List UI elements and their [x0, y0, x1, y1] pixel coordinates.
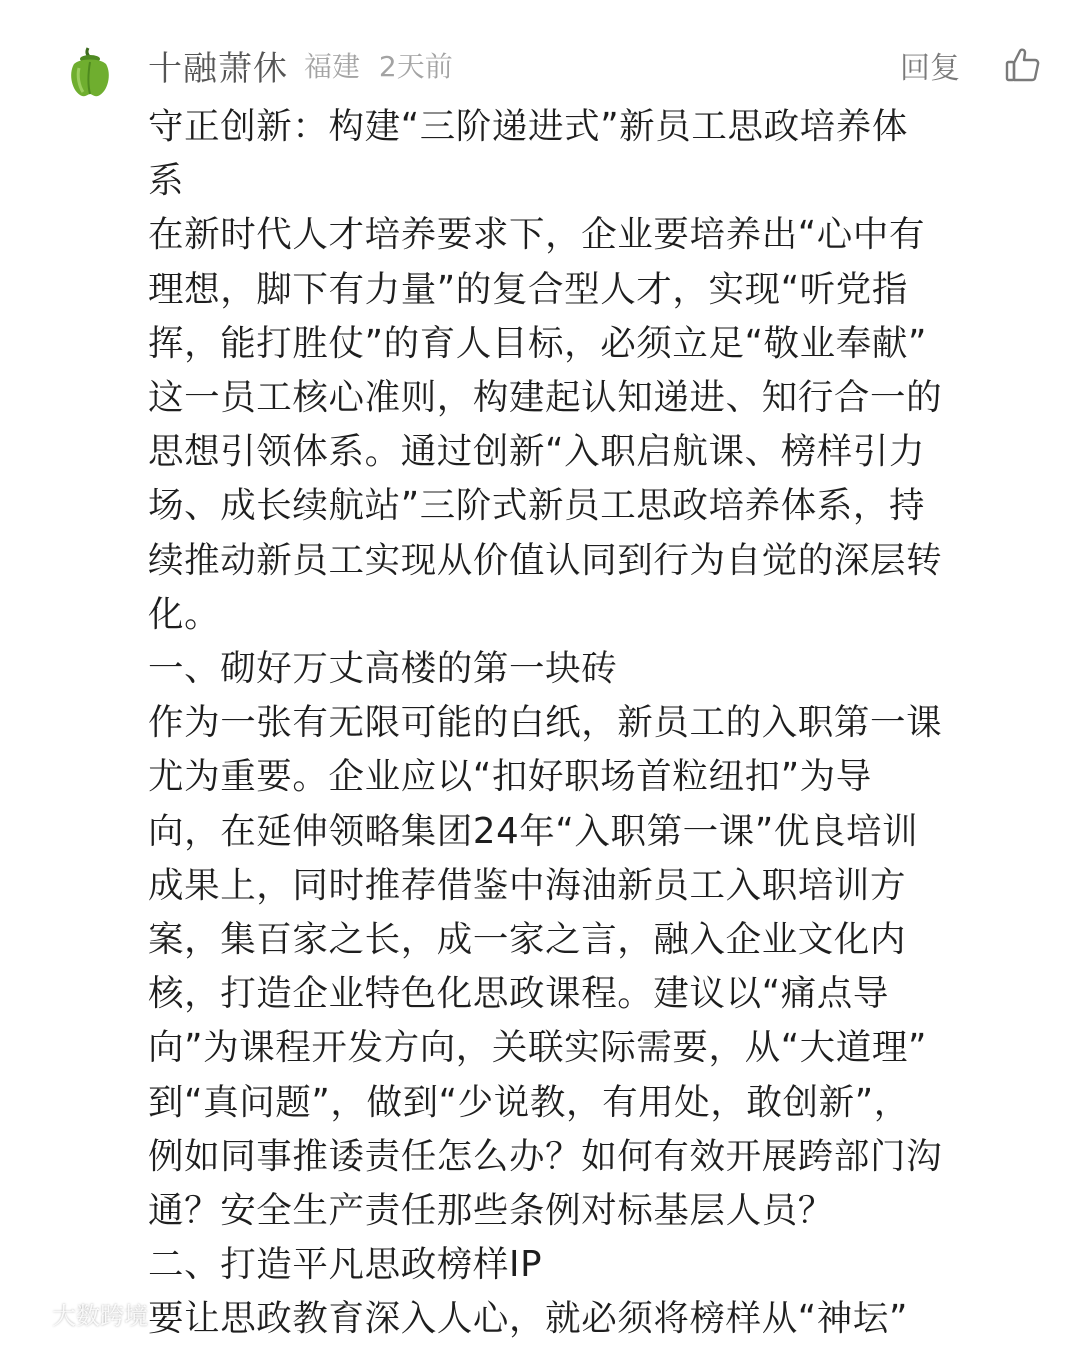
comment-text-line: 尤为重要。企业应以“扣好职场首粒纽扣”为导: [148, 756, 872, 798]
comment-text-line: 在新时代人才培养要求下，企业要培养出“心中有: [148, 214, 926, 256]
comment-body: [148, 100, 1038, 1347]
comment-text-line: 向”为课程开发方向，关联实际需要，从“大道理”: [148, 1027, 927, 1069]
username[interactable]: 十融萧休: [148, 48, 288, 89]
comment-text-line: 例如同事推诿责任怎么办？如何有效开展跨部门沟: [148, 1135, 943, 1177]
comment-text-line: 通？安全生产责任那些条例对标基层人员？: [148, 1190, 834, 1232]
comment-text-line: 成果上，同时推荐借鉴中海油新员工入职培训方: [148, 864, 907, 906]
comment-text-line: 案，集百家之长，成一家之言，融入企业文化内: [148, 919, 907, 961]
watermark: [14, 1296, 148, 1331]
user-location: 福建: [304, 50, 361, 83]
comment-text-line: 要让思政教育深入人心，就必须将榜样从“神坛”: [148, 1298, 908, 1340]
user-avatar[interactable]: [66, 46, 114, 98]
thumbs-up-icon[interactable]: [1004, 47, 1040, 83]
comment-text-line: 这一员工核心准则，构建起认知递进、知行合一的: [148, 377, 943, 419]
comment-text-line: 理想，脚下有力量”的复合型人才，实现“听党指: [148, 268, 908, 310]
comment-text-line: 作为一张有无限可能的白纸，新员工的入职第一课: [148, 702, 943, 744]
comment-header: [148, 40, 1040, 90]
comment-text-line: 化。: [148, 593, 221, 635]
comment-meta: [304, 45, 453, 85]
reply-button[interactable]: 回复: [900, 51, 960, 86]
comment-text-line: 核，打造企业特色化思政课程。建议以“痛点导: [148, 973, 889, 1015]
comment-text-line: 二、打造平凡思政榜样IP: [148, 1244, 543, 1286]
comment-text-line: 系: [148, 160, 185, 202]
comment-text-line: 思想引领体系。通过创新“入职启航课、榜样引力: [148, 431, 926, 473]
green-pepper-avatar-icon: [66, 46, 114, 98]
comment-text-line: 续推动新员工实现从价值认同到行为自觉的深层转: [148, 539, 943, 581]
comment-actions: [900, 43, 1040, 87]
comment-text-line: 向，在延伸领略集团24年“入职第一课”优良培训: [148, 810, 919, 852]
comment-time: 2天前: [378, 50, 453, 83]
comment-text-line: 到“真问题”，做到“少说教，有用处，敢创新”，: [148, 1081, 910, 1123]
comment-text-line: 场、成长续航站”三阶式新员工思政培养体系，持: [148, 485, 926, 527]
comment-text-line: 挥，能打胜仗”的育人目标，必须立足“敬业奉献”: [148, 322, 927, 364]
watermark-text: 大数跨境: [52, 1302, 148, 1330]
comment-text-line: 守正创新：构建“三阶递进式”新员工思政培养体: [148, 106, 908, 147]
watermark-logo-icon: [14, 1301, 48, 1327]
comment-text-line: 一、砌好万丈高楼的第一块砖: [148, 648, 618, 690]
